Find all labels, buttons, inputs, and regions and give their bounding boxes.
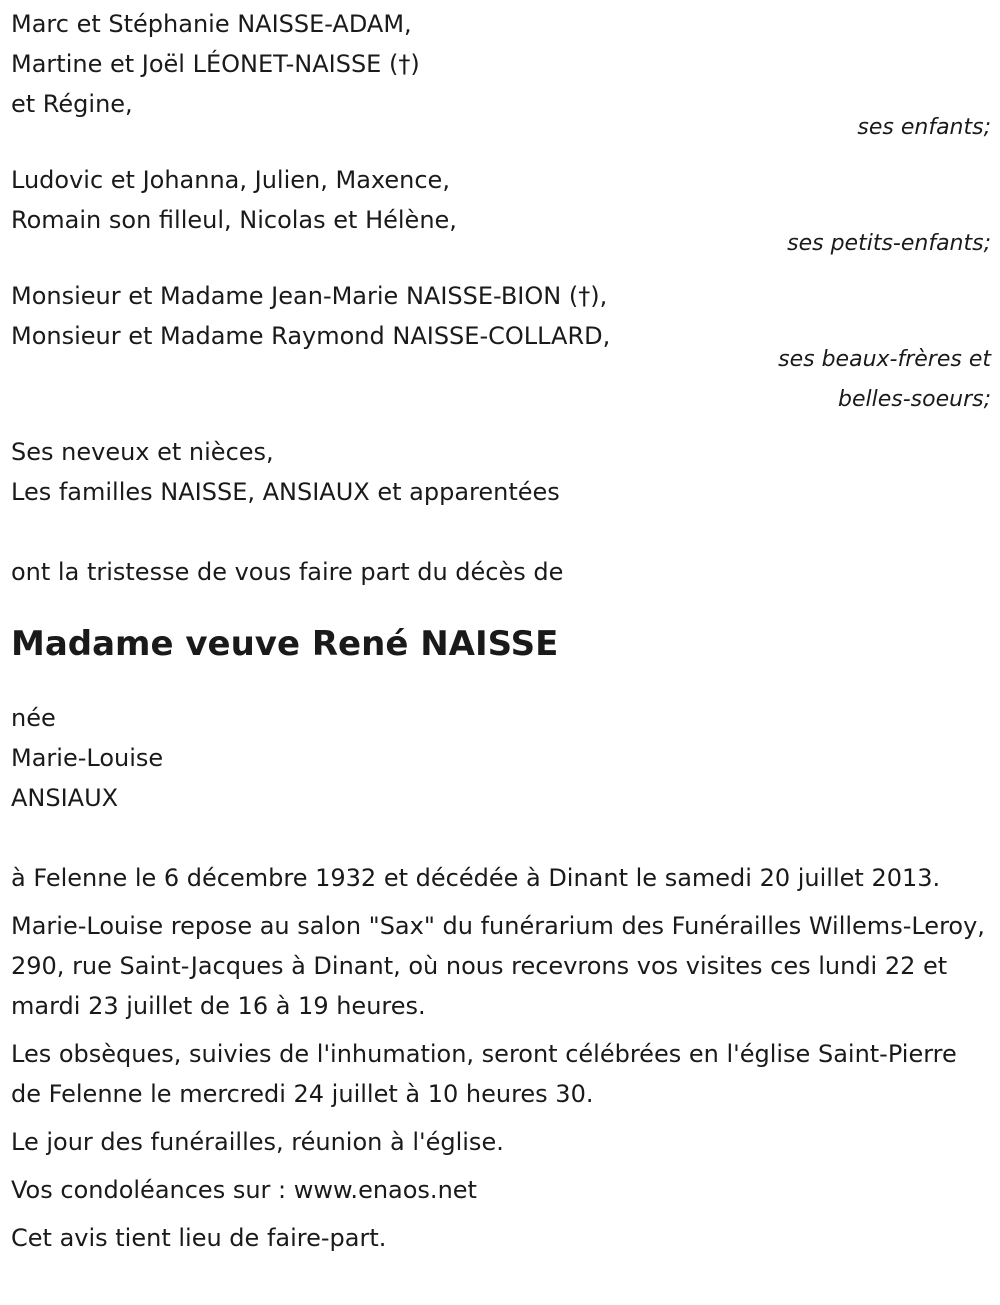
others-line: Les familles NAISSE, ANSIAUX et apparentées [11,478,560,506]
children-block [11,4,991,148]
children-line: et Régine, [11,90,133,118]
obituary-notice [11,4,991,1266]
nee-label: née [11,704,56,732]
in-laws-line: Monsieur et Madame Raymond NAISSE-COLLARD, [11,322,611,350]
in-laws-role: belles-soeurs; [838,387,991,412]
in-laws-line: Monsieur et Madame Jean-Marie NAISSE-BION (†), [11,282,608,310]
in-laws-role: ses beaux-frères et [778,347,991,372]
funeral-paragraph: Les obsèques, suivies de l'inhumation, seront célébrées en l'église Saint-Pierre de Felenne le mercredi 24 juillet à 10 heures 30. [11,1040,957,1108]
deceased-name: Madame veuve René NAISSE [11,624,559,664]
maiden-last-name: ANSIAUX [11,784,119,812]
grandchildren-block [11,160,991,264]
children-line: Marc et Stéphanie NAISSE-ADAM, [11,10,412,38]
grandchildren-line: Ludovic et Johanna, Julien, Maxence, [11,166,450,194]
maiden-first-name: Marie-Louise [11,744,164,772]
others-line: Ses neveux et nièces, [11,438,274,466]
condolences-paragraph: Vos condoléances sur : www.enaos.net [11,1176,477,1204]
notice-paragraph: Cet avis tient lieu de faire-part. [11,1224,387,1252]
others-block [11,432,991,512]
announcement-text: ont la tristesse de vous faire part du décès de [11,558,564,586]
children-line: Martine et Joël LÉONET-NAISSE (†) [11,50,420,78]
grandchildren-line: Romain son filleul, Nicolas et Hélène, [11,206,457,234]
birth-death-paragraph: à Felenne le 6 décembre 1932 et décédée à Dinant le samedi 20 juillet 2013. [11,864,941,892]
in-laws-block [11,276,991,420]
visitation-paragraph: Marie-Louise repose au salon "Sax" du funérarium des Funérailles Willems-Leroy, 290, rue Saint-Jacques à Dinant, où nous recevrons vos visites ces lundi 22 et mardi 23 juillet de 16 à 19 heures. [11,912,985,1020]
children-role: ses enfants; [857,115,991,140]
details-block [11,858,991,1258]
grandchildren-role: ses petits-enfants; [787,231,991,256]
meeting-paragraph: Le jour des funérailles, réunion à l'église. [11,1128,504,1156]
maiden-name-block [11,698,991,818]
